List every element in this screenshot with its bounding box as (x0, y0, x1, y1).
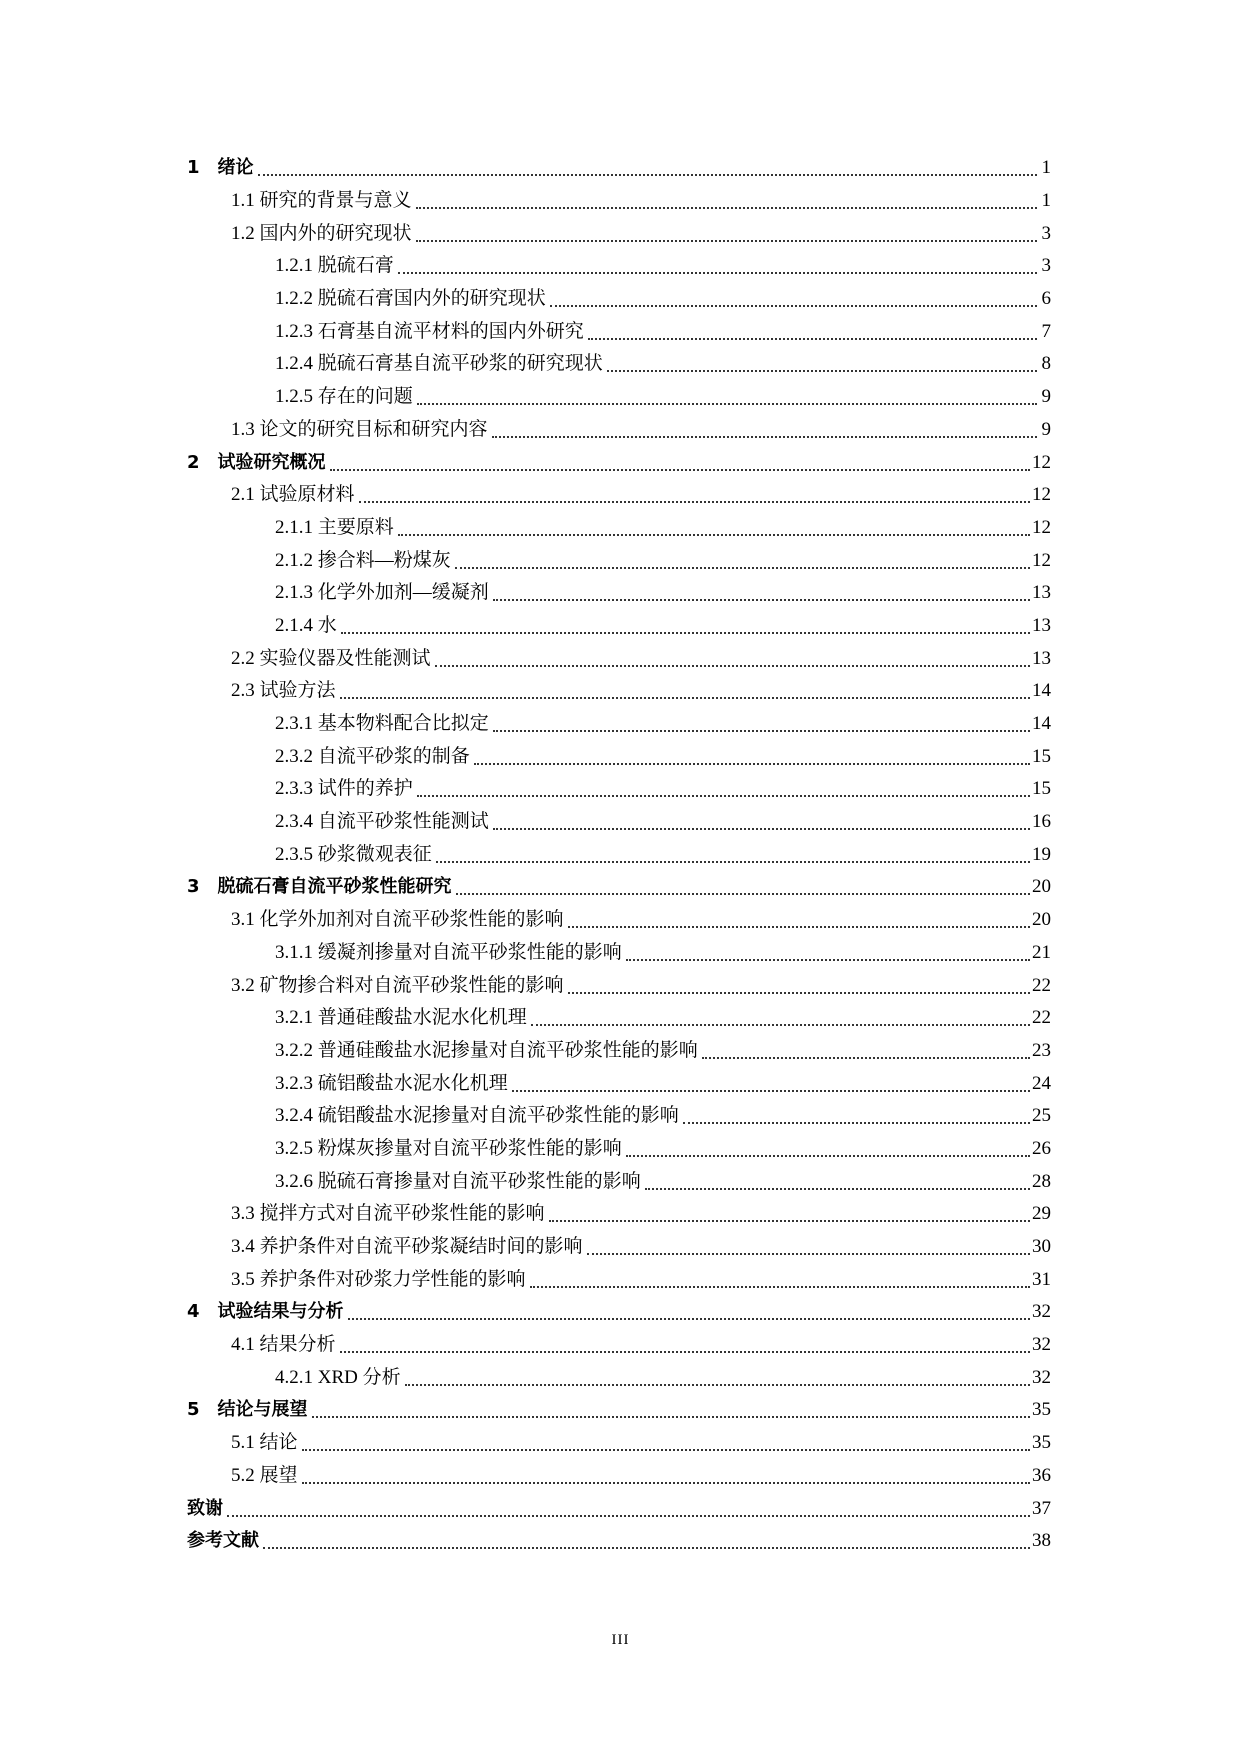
toc-dot-leader (626, 939, 1030, 961)
toc-entry-page-number: 16 (1032, 811, 1051, 833)
toc-entry-title: 1 绪论 (187, 157, 254, 179)
toc-entry[interactable] (187, 1525, 1051, 1558)
toc-entry[interactable] (187, 806, 1051, 839)
toc-dot-leader (607, 350, 1037, 372)
toc-entry-page-number: 20 (1032, 876, 1051, 898)
toc-entry-title: 1.3 论文的研究目标和研究内容 (231, 418, 488, 440)
toc-entry[interactable] (187, 1002, 1051, 1035)
toc-entry[interactable] (187, 1100, 1051, 1133)
toc-entry[interactable] (187, 904, 1051, 937)
toc-entry-title: 3.2.5 粉煤灰掺量对自流平砂浆性能的影响 (275, 1137, 622, 1159)
toc-dot-leader (340, 677, 1030, 699)
toc-entry-title: 3.2.4 硫铝酸盐水泥掺量对自流平砂浆性能的影响 (275, 1105, 679, 1127)
toc-entry-title: 4.2.1 XRD 分析 (275, 1366, 401, 1388)
toc-dot-leader (531, 1004, 1030, 1026)
toc-entry-title: 2.1.1 主要原料 (275, 516, 394, 538)
toc-entry[interactable] (187, 1492, 1051, 1525)
toc-entry-title: 3.2.6 脱硫石膏掺量对自流平砂浆性能的影响 (275, 1170, 641, 1192)
toc-entry-title: 4 试验结果与分析 (187, 1301, 344, 1323)
toc-entry-title: 3.3 搅拌方式对自流平砂浆性能的影响 (231, 1203, 545, 1225)
toc-entry-page-number: 14 (1032, 713, 1051, 735)
toc-entry-page-number: 30 (1032, 1236, 1051, 1258)
toc-entry[interactable] (187, 152, 1051, 185)
toc-entry[interactable] (187, 838, 1051, 871)
toc-entry-page-number: 1 (1041, 157, 1051, 179)
toc-dot-leader (702, 1037, 1030, 1059)
toc-dot-leader (417, 775, 1030, 797)
toc-dot-leader (550, 285, 1037, 307)
toc-dot-leader (474, 743, 1030, 765)
toc-entry-page-number: 32 (1032, 1301, 1051, 1323)
toc-entry-page-number: 29 (1032, 1203, 1051, 1225)
toc-entry-title: 5.1 结论 (231, 1432, 298, 1454)
toc-entry-title: 2.1.2 掺合料—粉煤灰 (275, 549, 451, 571)
toc-entry-page-number: 3 (1041, 222, 1051, 244)
toc-entry[interactable] (187, 675, 1051, 708)
toc-entry-page-number: 15 (1032, 745, 1051, 767)
toc-dot-leader (359, 481, 1030, 503)
toc-entry[interactable] (187, 1361, 1051, 1394)
toc-entry-page-number: 3 (1041, 255, 1051, 277)
toc-dot-leader (493, 808, 1030, 830)
toc-entry-title: 2.3.5 砂浆微观表征 (275, 843, 432, 865)
toc-entry-page-number: 13 (1032, 582, 1051, 604)
toc-dot-leader (492, 416, 1037, 438)
page-number: III (611, 1632, 630, 1648)
toc-entry-page-number: 12 (1032, 549, 1051, 571)
toc-entry-title: 2.1.3 化学外加剂—缓凝剂 (275, 582, 489, 604)
toc-entry[interactable] (187, 381, 1051, 414)
toc-entry-page-number: 12 (1032, 484, 1051, 506)
toc-dot-leader (302, 1462, 1030, 1484)
toc-dot-leader (398, 252, 1037, 274)
toc-entry-page-number: 13 (1032, 647, 1051, 669)
toc-entry[interactable] (187, 937, 1051, 970)
toc-entry[interactable] (187, 871, 1051, 904)
toc-entry-page-number: 20 (1032, 909, 1051, 931)
toc-dot-leader (348, 1298, 1030, 1320)
toc-entry-title: 4.1 结果分析 (231, 1334, 336, 1356)
toc-entry[interactable] (187, 1263, 1051, 1296)
toc-dot-leader (405, 1364, 1030, 1386)
toc-dot-leader (588, 318, 1037, 340)
toc-entry-title: 2.1 试验原材料 (231, 484, 355, 506)
toc-entry[interactable] (187, 283, 1051, 316)
toc-entry-page-number: 37 (1032, 1497, 1051, 1519)
toc-entry-page-number: 38 (1032, 1530, 1051, 1552)
toc-entry[interactable] (187, 544, 1051, 577)
toc-entry-title: 5 结论与展望 (187, 1399, 308, 1421)
toc-dot-leader (341, 612, 1030, 634)
toc-entry[interactable] (187, 1460, 1051, 1493)
toc-entry-title: 3.4 养护条件对自流平砂浆凝结时间的影响 (231, 1236, 583, 1258)
toc-dot-leader (227, 1495, 1030, 1517)
toc-entry-title: 2.3.4 自流平砂浆性能测试 (275, 811, 489, 833)
toc-entry-title: 1.2.2 脱硫石膏国内外的研究现状 (275, 288, 546, 310)
toc-entry-title: 3.2.3 硫铝酸盐水泥水化机理 (275, 1072, 508, 1094)
toc-dot-leader (493, 579, 1030, 601)
toc-entry[interactable] (187, 610, 1051, 643)
toc-entry-title: 1.2 国内外的研究现状 (231, 222, 412, 244)
toc-entry-page-number: 21 (1032, 941, 1051, 963)
toc-entry-title: 2.2 实验仪器及性能测试 (231, 647, 431, 669)
toc-entry-page-number: 32 (1032, 1334, 1051, 1356)
toc-dot-leader (455, 547, 1030, 569)
toc-entry[interactable] (187, 446, 1051, 479)
toc-entry-page-number: 23 (1032, 1039, 1051, 1061)
toc-entry-page-number: 24 (1032, 1072, 1051, 1094)
toc-entry[interactable] (187, 1067, 1051, 1100)
toc-entry-page-number: 36 (1032, 1464, 1051, 1486)
toc-entry[interactable] (187, 773, 1051, 806)
toc-entry-title: 3.1 化学外加剂对自流平砂浆性能的影响 (231, 909, 564, 931)
toc-dot-leader (258, 154, 1037, 176)
toc-entry-title: 2.3.3 试件的养护 (275, 778, 413, 800)
toc-entry-title: 3.2.1 普通硅酸盐水泥水化机理 (275, 1007, 527, 1029)
toc-entry-title: 5.2 展望 (231, 1464, 298, 1486)
toc-entry-title: 1.2.4 脱硫石膏基自流平砂浆的研究现状 (275, 353, 603, 375)
toc-dot-leader (549, 1200, 1030, 1222)
toc-entry-title: 3.5 养护条件对砂浆力学性能的影响 (231, 1268, 526, 1290)
toc-entry[interactable] (187, 969, 1051, 1002)
toc-dot-leader (302, 1429, 1030, 1451)
toc-entry-page-number: 12 (1032, 451, 1051, 473)
toc-entry-title: 致谢 (187, 1497, 223, 1519)
toc-entry[interactable] (187, 708, 1051, 741)
toc-entry-title: 2.3.2 自流平砂浆的制备 (275, 745, 470, 767)
toc-entry-title: 2 试验研究概况 (187, 451, 326, 473)
toc-dot-leader (683, 1102, 1030, 1124)
toc-entry[interactable] (187, 250, 1051, 283)
toc-entry[interactable] (187, 1035, 1051, 1068)
toc-dot-leader (398, 514, 1030, 536)
toc-entry[interactable] (187, 348, 1051, 381)
toc-entry-page-number: 22 (1032, 974, 1051, 996)
toc-entry[interactable] (187, 1165, 1051, 1198)
toc-entry-page-number: 19 (1032, 843, 1051, 865)
toc-entry[interactable] (187, 479, 1051, 512)
toc-entry[interactable] (187, 217, 1051, 250)
toc-entry-page-number: 25 (1032, 1105, 1051, 1127)
toc-entry-page-number: 9 (1041, 418, 1051, 440)
toc-entry-page-number: 22 (1032, 1007, 1051, 1029)
toc-entry-page-number: 31 (1032, 1268, 1051, 1290)
toc-entry-title: 2.3 试验方法 (231, 680, 336, 702)
toc-entry-title: 3 脱硫石膏自流平砂浆性能研究 (187, 876, 452, 898)
toc-dot-leader (456, 873, 1030, 895)
toc-dot-leader (340, 1331, 1030, 1353)
toc-entry-page-number: 7 (1041, 320, 1051, 342)
toc-entry[interactable] (187, 740, 1051, 773)
toc-dot-leader (436, 841, 1030, 863)
toc-entry[interactable] (187, 1296, 1051, 1329)
toc-dot-leader (435, 645, 1030, 667)
toc-entry-title: 3.2 矿物掺合料对自流平砂浆性能的影响 (231, 974, 564, 996)
toc-dot-leader (530, 1266, 1030, 1288)
toc-entry[interactable] (187, 1329, 1051, 1362)
toc-entry[interactable] (187, 1394, 1051, 1427)
toc-entry-title: 2.1.4 水 (275, 614, 337, 636)
toc-entry-page-number: 13 (1032, 614, 1051, 636)
toc-entry-page-number: 1 (1041, 190, 1051, 212)
toc-dot-leader (626, 1135, 1030, 1157)
toc-entry-page-number: 35 (1032, 1399, 1051, 1421)
toc-entry[interactable] (187, 185, 1051, 218)
toc-entry-page-number: 35 (1032, 1432, 1051, 1454)
toc-dot-leader (645, 1168, 1030, 1190)
toc-dot-leader (312, 1396, 1030, 1418)
toc-entry-title: 1.2.5 存在的问题 (275, 386, 413, 408)
toc-entry-title: 参考文献 (187, 1530, 259, 1552)
toc-entry[interactable] (187, 577, 1051, 610)
toc-entry-title: 3.2.2 普通硅酸盐水泥掺量对自流平砂浆性能的影响 (275, 1039, 698, 1061)
toc-entry-page-number: 8 (1041, 353, 1051, 375)
toc-entry-title: 1.2.3 石膏基自流平材料的国内外研究 (275, 320, 584, 342)
toc-dot-leader (568, 906, 1030, 928)
toc-dot-leader (416, 187, 1037, 209)
toc-entry-page-number: 14 (1032, 680, 1051, 702)
toc-entry-title: 3.1.1 缓凝剂掺量对自流平砂浆性能的影响 (275, 941, 622, 963)
toc-dot-leader (417, 383, 1037, 405)
toc-entry-page-number: 26 (1032, 1137, 1051, 1159)
toc-entry[interactable] (187, 1427, 1051, 1460)
toc-entry-title: 1.2.1 脱硫石膏 (275, 255, 394, 277)
toc-entry-title: 1.1 研究的背景与意义 (231, 190, 412, 212)
toc-entry[interactable] (187, 414, 1051, 447)
toc-dot-leader (568, 972, 1030, 994)
toc-entry-page-number: 32 (1032, 1366, 1051, 1388)
toc-entry[interactable] (187, 512, 1051, 545)
toc-entry[interactable] (187, 642, 1051, 675)
toc-entry-page-number: 6 (1041, 288, 1051, 310)
toc-entry-page-number: 28 (1032, 1170, 1051, 1192)
toc-dot-leader (263, 1527, 1030, 1549)
toc-dot-leader (587, 1233, 1030, 1255)
toc-dot-leader (512, 1070, 1030, 1092)
toc-entry[interactable] (187, 1198, 1051, 1231)
toc-entry-page-number: 15 (1032, 778, 1051, 800)
toc-entry[interactable] (187, 1231, 1051, 1264)
toc-entry[interactable] (187, 315, 1051, 348)
toc-entry-title: 2.3.1 基本物料配合比拟定 (275, 713, 489, 735)
toc-entry[interactable] (187, 1133, 1051, 1166)
toc-dot-leader (493, 710, 1030, 732)
toc-entry-page-number: 9 (1041, 386, 1051, 408)
table-of-contents (187, 152, 1051, 1558)
toc-dot-leader (330, 449, 1030, 471)
toc-dot-leader (416, 220, 1037, 242)
toc-entry-page-number: 12 (1032, 516, 1051, 538)
